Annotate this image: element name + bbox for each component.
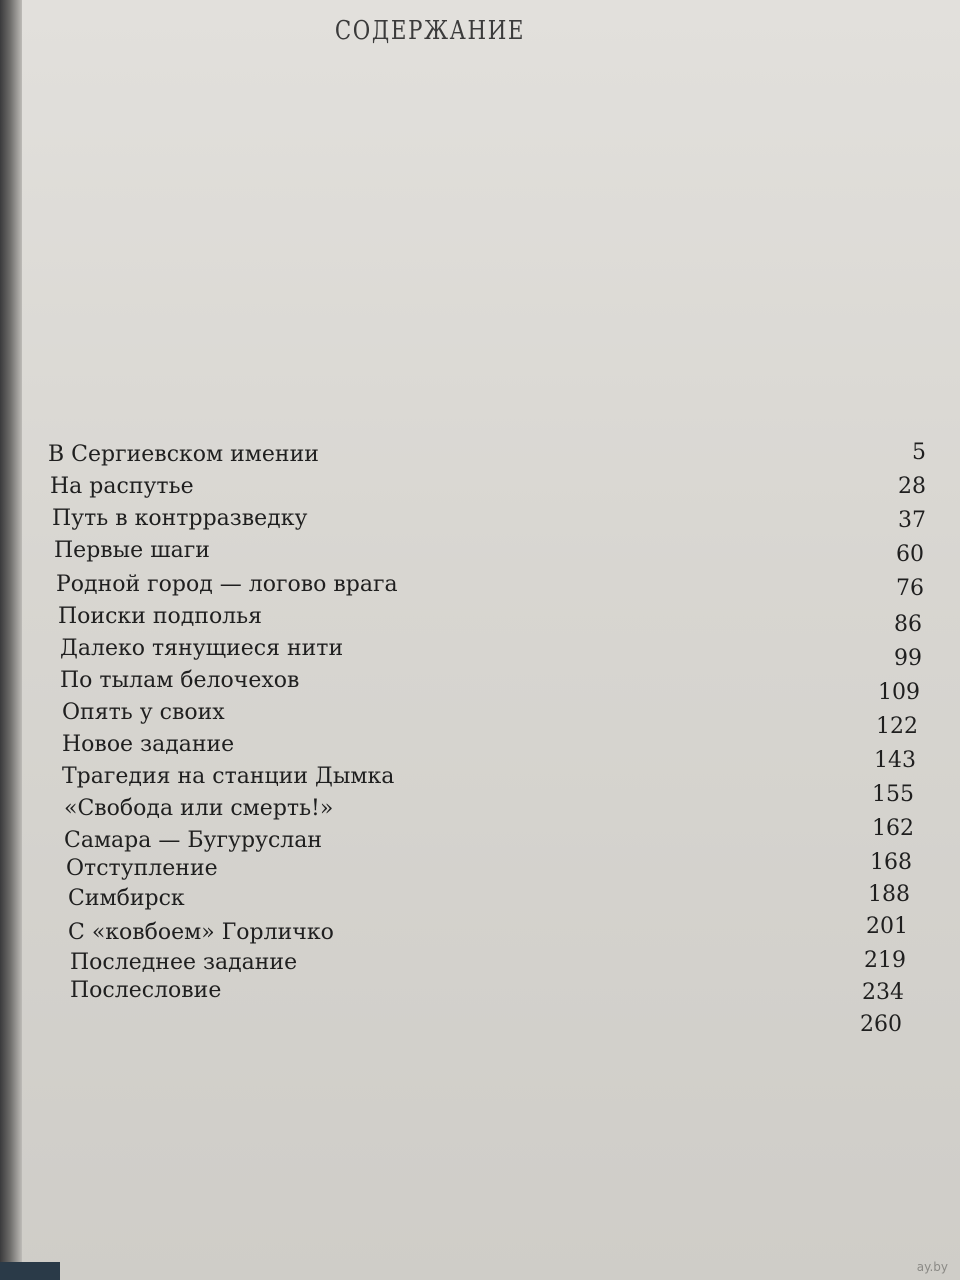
toc-item-title: Симбирск bbox=[68, 886, 185, 911]
toc-item-title: Трагедия на станции Дымка bbox=[62, 764, 395, 789]
toc-item-title: Новое задание bbox=[62, 732, 235, 757]
toc-item-title: Отступление bbox=[66, 856, 218, 881]
toc-item-title: Опять у своих bbox=[62, 700, 225, 725]
toc-item-title: Первые шаги bbox=[54, 538, 210, 563]
toc-item-title: Путь в контрразведку bbox=[52, 506, 308, 531]
toc-page-number: 122 bbox=[876, 714, 918, 739]
toc-page-number: 28 bbox=[898, 474, 926, 499]
toc-page-number: 260 bbox=[860, 1012, 902, 1037]
toc-item-title: С «ковбоем» Горличко bbox=[68, 920, 334, 945]
toc-page-number: 188 bbox=[868, 882, 910, 907]
toc-page-number: 201 bbox=[866, 914, 908, 939]
toc-page-number: 155 bbox=[872, 782, 914, 807]
toc-page-number: 168 bbox=[870, 850, 912, 875]
toc-page-number: 99 bbox=[894, 646, 922, 671]
toc-page-number: 219 bbox=[864, 948, 906, 973]
toc-item-title: Послесловие bbox=[70, 978, 222, 1003]
toc-item-title: Родной город — логово врага bbox=[56, 572, 398, 597]
toc-item-title: На распутье bbox=[50, 474, 194, 499]
toc-page-number: 76 bbox=[896, 576, 924, 601]
toc-item-title: По тылам белочехов bbox=[60, 668, 300, 693]
toc-page-number: 234 bbox=[862, 980, 904, 1005]
toc-page-number: 5 bbox=[912, 440, 926, 465]
page-title: СОДЕРЖАНИЕ bbox=[334, 16, 526, 46]
toc-page-number: 109 bbox=[878, 680, 920, 705]
toc-page-number: 143 bbox=[874, 748, 916, 773]
toc-page-number: 60 bbox=[896, 542, 924, 567]
watermark: ay.by bbox=[916, 1260, 948, 1274]
toc-page-number: 86 bbox=[894, 612, 922, 637]
toc-item-title: Далеко тянущиеся нити bbox=[60, 636, 344, 661]
toc-item-title: Самара — Бугуруслан bbox=[64, 828, 323, 853]
toc-page-number: 37 bbox=[898, 508, 926, 533]
book-cover-corner bbox=[0, 1262, 60, 1280]
toc-page-number: 162 bbox=[872, 816, 914, 841]
toc-item-title: В Сергиевском имении bbox=[48, 442, 319, 467]
book-spine-shadow bbox=[0, 0, 22, 1280]
toc-item-title: Последнее задание bbox=[70, 950, 298, 975]
toc-item-title: «Свобода или смерть!» bbox=[64, 796, 334, 821]
toc-item-title: Поиски подполья bbox=[58, 604, 263, 629]
